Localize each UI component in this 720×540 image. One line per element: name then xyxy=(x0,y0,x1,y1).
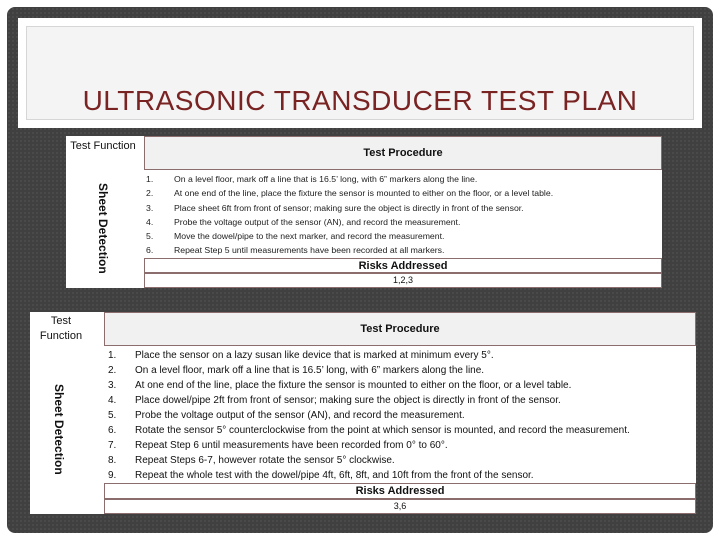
step-item: 2. On a level floor, mark off a line that is 16.5’ long, with 6” markers along the line. xyxy=(108,365,485,376)
steps-list xyxy=(108,348,696,483)
step-item: 3. At one end of the line, place the fixture the sensor is mounted to either on the floor, or a level table. xyxy=(108,380,572,391)
step-item: 1. On a level floor, mark off a line that is 16.5’ long, with 6” markers along the line. xyxy=(146,174,478,184)
test-function-header: Test Function xyxy=(70,140,136,152)
page-title: ULTRASONIC TRANSDUCER TEST PLAN xyxy=(82,85,638,116)
steps-list xyxy=(146,172,662,258)
risks-addressed-value: 3,6 xyxy=(104,499,696,514)
step-item: 5. Probe the voltage output of the sensor (AN), and record the measurement. xyxy=(108,410,465,421)
risks-addressed-header: Risks Addressed xyxy=(104,483,696,499)
risks-addressed-header: Risks Addressed xyxy=(144,258,662,273)
step-item: 5. Move the dowel/pipe to the next marker, and record the measurement. xyxy=(146,231,445,242)
step-item: 9. Repeat the whole test with the dowel/pipe 4ft, 6ft, 8ft, and 10ft from the front of the sensor. xyxy=(108,470,534,481)
step-item: 6. Repeat Step 5 until measurements have been recorded at all markers. xyxy=(146,245,445,256)
title-frame xyxy=(18,18,702,128)
risks-addressed-value: 1,2,3 xyxy=(144,273,662,288)
test-function-header: Test Function xyxy=(39,315,83,342)
procedure-steps xyxy=(108,348,696,482)
test-table-1 xyxy=(66,136,662,288)
step-item: 7. Repeat Step 6 until measurements have been recorded from 0° to 60°. xyxy=(108,440,448,451)
step-item: 3. Place sheet 6ft from front of sensor; making sure the object is directly in front of the sensor. xyxy=(146,202,524,213)
step-item: 8. Repeat Steps 6-7, however rotate the sensor 5° clockwise. xyxy=(108,455,395,466)
test-table-2 xyxy=(30,312,696,514)
step-item: 4. Probe the voltage output of the sensor (AN), and record the measurement. xyxy=(146,216,461,227)
step-item: 1. Place the sensor on a lazy susan like device that is marked at minimum every 5°. xyxy=(108,350,494,361)
title-box xyxy=(26,26,694,120)
step-item: 4. Place dowel/pipe 2ft from front of sensor; making sure the object is directly in front of the sensor. xyxy=(108,395,561,406)
test-procedure-header: Test Procedure xyxy=(104,312,696,346)
function-name: Sheet Detection xyxy=(52,384,66,475)
function-name: Sheet Detection xyxy=(96,183,110,274)
procedure-steps xyxy=(146,172,662,256)
test-procedure-header: Test Procedure xyxy=(144,136,662,170)
step-item: 6. Rotate the sensor 5° counterclockwise from the point at which sensor is mounted, and record the measurement. xyxy=(108,425,630,436)
step-item: 2. At one end of the line, place the fixture the sensor is mounted to either on the floor, or a level table. xyxy=(146,188,554,199)
